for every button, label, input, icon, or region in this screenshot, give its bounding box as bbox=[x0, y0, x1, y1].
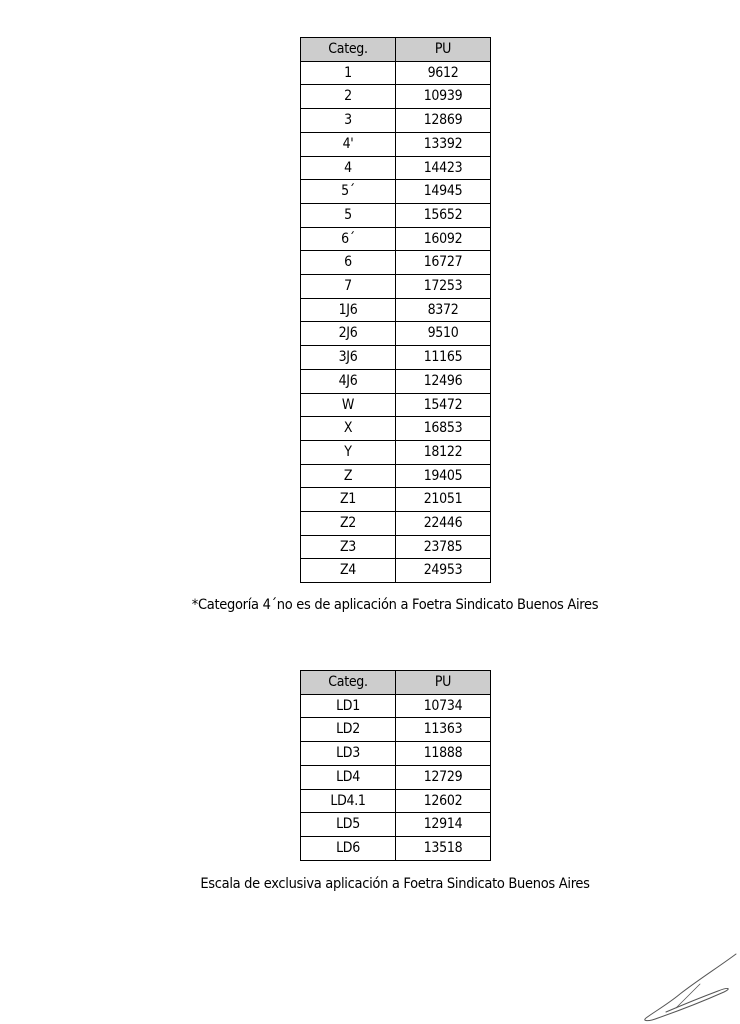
category-cell: LD4 bbox=[301, 765, 396, 789]
table-row bbox=[301, 85, 491, 109]
category-cell: Z4 bbox=[301, 559, 396, 583]
pu-cell: 12869 bbox=[396, 109, 491, 133]
pu-cell: 14945 bbox=[396, 180, 491, 204]
category-cell: 4J6 bbox=[301, 369, 396, 393]
table-row bbox=[301, 298, 491, 322]
column-header-pu: PU bbox=[396, 38, 491, 62]
pu-cell: 21051 bbox=[396, 488, 491, 512]
table-row bbox=[301, 836, 491, 860]
table-body bbox=[301, 694, 491, 860]
exclusive-scale-note: Escala de exclusiva aplicación a Foetra Sindicato Buenos Aires bbox=[200, 876, 590, 892]
category-cell: Z bbox=[301, 464, 396, 488]
category-cell: 3 bbox=[301, 109, 396, 133]
pu-cell: 23785 bbox=[396, 535, 491, 559]
table-row bbox=[301, 765, 491, 789]
category-cell: LD4.1 bbox=[301, 789, 396, 813]
table-row bbox=[301, 109, 491, 133]
category-cell: 1J6 bbox=[301, 298, 396, 322]
table-row bbox=[301, 813, 491, 837]
category-cell: 2 bbox=[301, 85, 396, 109]
table-row bbox=[301, 275, 491, 299]
category-cell: Y bbox=[301, 440, 396, 464]
pu-cell: 9510 bbox=[396, 322, 491, 346]
category-cell: 1 bbox=[301, 61, 396, 85]
table-row bbox=[301, 132, 491, 156]
pu-cell: 16092 bbox=[396, 227, 491, 251]
pu-cell: 11888 bbox=[396, 742, 491, 766]
pu-cell: 8372 bbox=[396, 298, 491, 322]
category-cell: Z2 bbox=[301, 512, 396, 536]
pu-cell: 22446 bbox=[396, 512, 491, 536]
table-row bbox=[301, 440, 491, 464]
header-row bbox=[301, 38, 491, 62]
pu-cell: 10734 bbox=[396, 694, 491, 718]
pu-cell: 11165 bbox=[396, 346, 491, 370]
category-cell: 4 bbox=[301, 156, 396, 180]
pu-cell: 9612 bbox=[396, 61, 491, 85]
ld-category-price-table bbox=[300, 670, 491, 861]
table-row bbox=[301, 789, 491, 813]
pu-cell: 18122 bbox=[396, 440, 491, 464]
category-cell: X bbox=[301, 417, 396, 441]
pu-cell: 15652 bbox=[396, 203, 491, 227]
pu-cell: 10939 bbox=[396, 85, 491, 109]
category-price-table bbox=[300, 37, 491, 583]
pu-cell: 16727 bbox=[396, 251, 491, 275]
pu-cell: 13518 bbox=[396, 836, 491, 860]
pu-cell: 12914 bbox=[396, 813, 491, 837]
table-row bbox=[301, 203, 491, 227]
table-row bbox=[301, 156, 491, 180]
table-row bbox=[301, 180, 491, 204]
table-row bbox=[301, 559, 491, 583]
pu-cell: 19405 bbox=[396, 464, 491, 488]
category-cell: 4' bbox=[301, 132, 396, 156]
table-row bbox=[301, 227, 491, 251]
table-body bbox=[301, 61, 491, 582]
pu-cell: 12729 bbox=[396, 765, 491, 789]
pu-cell: 12602 bbox=[396, 789, 491, 813]
category-cell: 7 bbox=[301, 275, 396, 299]
table-row bbox=[301, 535, 491, 559]
category-cell: 6´ bbox=[301, 227, 396, 251]
column-header-category: Categ. bbox=[301, 38, 396, 62]
table-row bbox=[301, 488, 491, 512]
table-row bbox=[301, 393, 491, 417]
table-row bbox=[301, 464, 491, 488]
pu-cell: 24953 bbox=[396, 559, 491, 583]
category-4-footnote: *Categoría 4´no es de aplicación a Foetra Sindicato Buenos Aires bbox=[191, 597, 599, 613]
category-cell: 2J6 bbox=[301, 322, 396, 346]
pu-cell: 17253 bbox=[396, 275, 491, 299]
column-header-category: Categ. bbox=[301, 671, 396, 695]
table-row bbox=[301, 322, 491, 346]
category-cell: Z1 bbox=[301, 488, 396, 512]
table-row bbox=[301, 251, 491, 275]
column-header-pu: PU bbox=[396, 671, 491, 695]
category-cell: 3J6 bbox=[301, 346, 396, 370]
pu-cell: 14423 bbox=[396, 156, 491, 180]
table-row bbox=[301, 694, 491, 718]
category-cell: 5´ bbox=[301, 180, 396, 204]
category-cell: W bbox=[301, 393, 396, 417]
table-row bbox=[301, 512, 491, 536]
table-row bbox=[301, 61, 491, 85]
category-cell: 6 bbox=[301, 251, 396, 275]
category-cell: Z3 bbox=[301, 535, 396, 559]
table-row bbox=[301, 346, 491, 370]
pu-cell: 13392 bbox=[396, 132, 491, 156]
category-cell: LD6 bbox=[301, 836, 396, 860]
category-cell: LD3 bbox=[301, 742, 396, 766]
header-row bbox=[301, 671, 491, 695]
table-row bbox=[301, 369, 491, 393]
signature bbox=[640, 950, 740, 1024]
category-cell: 5 bbox=[301, 203, 396, 227]
pu-cell: 12496 bbox=[396, 369, 491, 393]
table-row bbox=[301, 417, 491, 441]
category-cell: LD5 bbox=[301, 813, 396, 837]
table-header bbox=[301, 38, 491, 62]
pu-cell: 11363 bbox=[396, 718, 491, 742]
category-cell: LD1 bbox=[301, 694, 396, 718]
pu-cell: 16853 bbox=[396, 417, 491, 441]
table-header bbox=[301, 671, 491, 695]
pu-cell: 15472 bbox=[396, 393, 491, 417]
table-row bbox=[301, 718, 491, 742]
category-cell: LD2 bbox=[301, 718, 396, 742]
table-row bbox=[301, 742, 491, 766]
